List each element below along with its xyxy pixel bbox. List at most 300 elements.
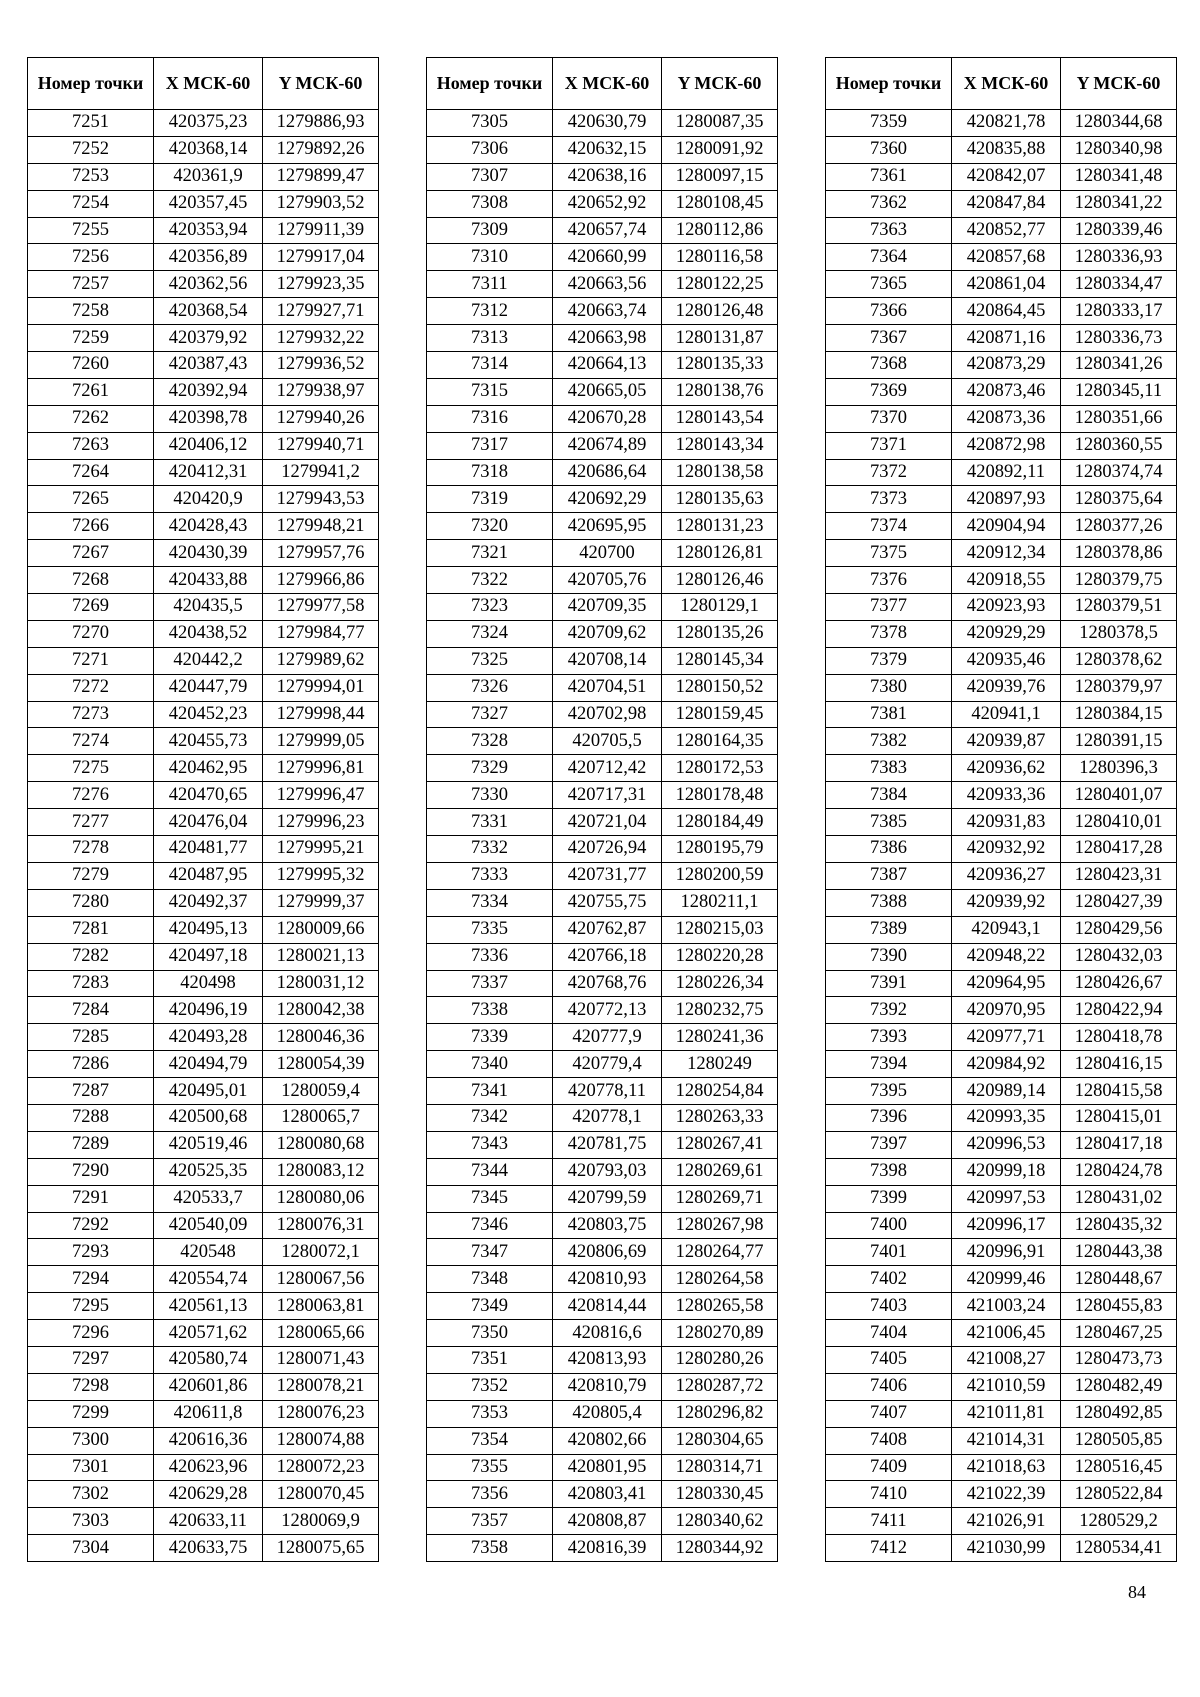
cell-x-coordinate: 420932,92	[952, 836, 1061, 863]
cell-x-coordinate: 420629,28	[154, 1481, 263, 1508]
table-row	[826, 1293, 1177, 1320]
cell-point-number: 7391	[826, 970, 952, 997]
cell-x-coordinate: 420695,95	[553, 513, 662, 540]
cell-y-coordinate: 1280415,01	[1061, 1104, 1177, 1131]
cell-x-coordinate: 420674,89	[553, 432, 662, 459]
table-row	[826, 163, 1177, 190]
cell-x-coordinate: 420470,65	[154, 782, 263, 809]
cell-point-number: 7288	[28, 1104, 154, 1131]
cell-point-number: 7267	[28, 540, 154, 567]
table-row	[826, 1535, 1177, 1562]
cell-point-number: 7355	[427, 1454, 553, 1481]
table-header-row	[427, 58, 778, 110]
cell-y-coordinate: 1280070,45	[263, 1481, 379, 1508]
cell-point-number: 7354	[427, 1427, 553, 1454]
cell-point-number: 7368	[826, 352, 952, 379]
cell-y-coordinate: 1280443,38	[1061, 1239, 1177, 1266]
cell-x-coordinate: 420379,92	[154, 325, 263, 352]
cell-x-coordinate: 420904,94	[952, 513, 1061, 540]
cell-x-coordinate: 421022,39	[952, 1481, 1061, 1508]
table-row	[28, 674, 379, 701]
table-row	[427, 1239, 778, 1266]
cell-x-coordinate: 420686,64	[553, 459, 662, 486]
cell-point-number: 7252	[28, 136, 154, 163]
cell-x-coordinate: 420519,46	[154, 1131, 263, 1158]
cell-y-coordinate: 1280336,73	[1061, 325, 1177, 352]
cell-point-number: 7295	[28, 1293, 154, 1320]
table-row	[826, 836, 1177, 863]
table-row	[28, 1051, 379, 1078]
table-body	[826, 110, 1177, 1562]
table-row	[427, 271, 778, 298]
table-row	[427, 1158, 778, 1185]
cell-x-coordinate: 420476,04	[154, 809, 263, 836]
table-row	[28, 701, 379, 728]
cell-point-number: 7276	[28, 782, 154, 809]
table-row	[28, 298, 379, 325]
cell-x-coordinate: 420692,29	[553, 486, 662, 513]
table-row	[826, 1481, 1177, 1508]
cell-x-coordinate: 420702,98	[553, 701, 662, 728]
cell-y-coordinate: 1279940,26	[263, 405, 379, 432]
cell-point-number: 7394	[826, 1051, 952, 1078]
table-row	[427, 405, 778, 432]
table-row	[427, 916, 778, 943]
table-row	[427, 1266, 778, 1293]
table-row	[826, 298, 1177, 325]
table-row	[826, 1158, 1177, 1185]
table-row	[826, 217, 1177, 244]
cell-point-number: 7262	[28, 405, 154, 432]
cell-y-coordinate: 1280071,43	[263, 1346, 379, 1373]
table-row	[28, 432, 379, 459]
table-row	[826, 1508, 1177, 1535]
cell-point-number: 7352	[427, 1373, 553, 1400]
cell-x-coordinate: 421003,24	[952, 1293, 1061, 1320]
table-row	[427, 217, 778, 244]
cell-y-coordinate: 1280131,87	[662, 325, 778, 352]
table-row	[427, 701, 778, 728]
cell-point-number: 7296	[28, 1320, 154, 1347]
cell-point-number: 7284	[28, 997, 154, 1024]
cell-x-coordinate: 420705,5	[553, 728, 662, 755]
cell-y-coordinate: 1280031,12	[263, 970, 379, 997]
table-row	[28, 1373, 379, 1400]
cell-x-coordinate: 420806,69	[553, 1239, 662, 1266]
cell-y-coordinate: 1279996,81	[263, 755, 379, 782]
cell-y-coordinate: 1280135,63	[662, 486, 778, 513]
table-row	[427, 163, 778, 190]
table-row	[28, 836, 379, 863]
cell-point-number: 7409	[826, 1454, 952, 1481]
cell-y-coordinate: 1280401,07	[1061, 782, 1177, 809]
cell-y-coordinate: 1280379,51	[1061, 594, 1177, 621]
cell-point-number: 7292	[28, 1212, 154, 1239]
table-row	[826, 1051, 1177, 1078]
cell-point-number: 7390	[826, 943, 952, 970]
cell-x-coordinate: 420762,87	[553, 916, 662, 943]
cell-x-coordinate: 420871,16	[952, 325, 1061, 352]
table-row	[28, 1535, 379, 1562]
cell-y-coordinate: 1279999,37	[263, 889, 379, 916]
table-row	[28, 486, 379, 513]
cell-y-coordinate: 1280529,2	[1061, 1508, 1177, 1535]
cell-x-coordinate: 420779,4	[553, 1051, 662, 1078]
cell-point-number: 7393	[826, 1024, 952, 1051]
table-row	[28, 1212, 379, 1239]
cell-y-coordinate: 1280143,54	[662, 405, 778, 432]
cell-point-number: 7330	[427, 782, 553, 809]
cell-x-coordinate: 420705,76	[553, 567, 662, 594]
cell-x-coordinate: 420816,6	[553, 1320, 662, 1347]
cell-y-coordinate: 1279994,01	[263, 674, 379, 701]
cell-y-coordinate: 1280270,89	[662, 1320, 778, 1347]
table-row	[28, 271, 379, 298]
cell-y-coordinate: 1279936,52	[263, 352, 379, 379]
cell-y-coordinate: 1280416,15	[1061, 1051, 1177, 1078]
table-row	[826, 271, 1177, 298]
cell-y-coordinate: 1279957,76	[263, 540, 379, 567]
cell-x-coordinate: 420623,96	[154, 1454, 263, 1481]
cell-point-number: 7318	[427, 459, 553, 486]
cell-point-number: 7408	[826, 1427, 952, 1454]
cell-point-number: 7335	[427, 916, 553, 943]
cell-point-number: 7356	[427, 1481, 553, 1508]
table-row	[28, 110, 379, 137]
cell-x-coordinate: 420977,71	[952, 1024, 1061, 1051]
cell-y-coordinate: 1280418,78	[1061, 1024, 1177, 1051]
cell-point-number: 7291	[28, 1185, 154, 1212]
cell-y-coordinate: 1280455,83	[1061, 1293, 1177, 1320]
cell-point-number: 7328	[427, 728, 553, 755]
cell-point-number: 7351	[427, 1346, 553, 1373]
cell-y-coordinate: 1280097,15	[662, 163, 778, 190]
cell-x-coordinate: 420996,91	[952, 1239, 1061, 1266]
cell-point-number: 7329	[427, 755, 553, 782]
cell-x-coordinate: 420996,17	[952, 1212, 1061, 1239]
table-row	[28, 405, 379, 432]
table-row	[826, 1131, 1177, 1158]
table-row	[28, 1293, 379, 1320]
cell-y-coordinate: 1280344,68	[1061, 110, 1177, 137]
cell-y-coordinate: 1280330,45	[662, 1481, 778, 1508]
cell-x-coordinate: 420525,35	[154, 1158, 263, 1185]
cell-point-number: 7364	[826, 244, 952, 271]
table-row	[427, 1481, 778, 1508]
cell-point-number: 7343	[427, 1131, 553, 1158]
cell-y-coordinate: 1280304,65	[662, 1427, 778, 1454]
cell-point-number: 7400	[826, 1212, 952, 1239]
cell-x-coordinate: 420873,36	[952, 405, 1061, 432]
cell-y-coordinate: 1279941,2	[263, 459, 379, 486]
table-header-row	[826, 58, 1177, 110]
cell-x-coordinate: 420498	[154, 970, 263, 997]
cell-point-number: 7353	[427, 1400, 553, 1427]
cell-y-coordinate: 1280314,71	[662, 1454, 778, 1481]
cell-y-coordinate: 1279932,22	[263, 325, 379, 352]
cell-y-coordinate: 1280467,25	[1061, 1320, 1177, 1347]
cell-y-coordinate: 1280126,48	[662, 298, 778, 325]
cell-y-coordinate: 1280492,85	[1061, 1400, 1177, 1427]
cell-x-coordinate: 421006,45	[952, 1320, 1061, 1347]
cell-y-coordinate: 1280072,1	[263, 1239, 379, 1266]
cell-x-coordinate: 420939,87	[952, 728, 1061, 755]
cell-x-coordinate: 420412,31	[154, 459, 263, 486]
cell-point-number: 7366	[826, 298, 952, 325]
cell-point-number: 7331	[427, 809, 553, 836]
cell-x-coordinate: 420362,56	[154, 271, 263, 298]
cell-x-coordinate: 420777,9	[553, 1024, 662, 1051]
table-row	[826, 1454, 1177, 1481]
table-row	[427, 1427, 778, 1454]
cell-x-coordinate: 420808,87	[553, 1508, 662, 1535]
cell-y-coordinate: 1279966,86	[263, 567, 379, 594]
cell-x-coordinate: 420580,74	[154, 1346, 263, 1373]
cell-y-coordinate: 1279995,32	[263, 862, 379, 889]
cell-x-coordinate: 420802,66	[553, 1427, 662, 1454]
cell-x-coordinate: 420611,8	[154, 1400, 263, 1427]
header-point-number: Номер точки	[826, 58, 952, 110]
table-row	[427, 1212, 778, 1239]
cell-point-number: 7338	[427, 997, 553, 1024]
cell-x-coordinate: 420842,07	[952, 163, 1061, 190]
cell-x-coordinate: 420633,11	[154, 1508, 263, 1535]
table-row	[427, 1535, 778, 1562]
cell-point-number: 7333	[427, 862, 553, 889]
cell-point-number: 7257	[28, 271, 154, 298]
cell-point-number: 7412	[826, 1535, 952, 1562]
table-row	[826, 1266, 1177, 1293]
cell-x-coordinate: 421011,81	[952, 1400, 1061, 1427]
cell-x-coordinate: 420481,77	[154, 836, 263, 863]
table-row	[826, 1373, 1177, 1400]
table-row	[826, 1024, 1177, 1051]
cell-x-coordinate: 420548	[154, 1239, 263, 1266]
table-row	[427, 970, 778, 997]
cell-x-coordinate: 420493,28	[154, 1024, 263, 1051]
cell-point-number: 7383	[826, 755, 952, 782]
cell-y-coordinate: 1280241,36	[662, 1024, 778, 1051]
table-row	[427, 1051, 778, 1078]
cell-y-coordinate: 1280054,39	[263, 1051, 379, 1078]
table-row	[427, 513, 778, 540]
cell-point-number: 7374	[826, 513, 952, 540]
cell-x-coordinate: 420708,14	[553, 647, 662, 674]
cell-y-coordinate: 1280427,39	[1061, 889, 1177, 916]
table-row	[28, 378, 379, 405]
table-row	[826, 1185, 1177, 1212]
table-row	[427, 325, 778, 352]
cell-point-number: 7380	[826, 674, 952, 701]
cell-y-coordinate: 1280131,23	[662, 513, 778, 540]
cell-y-coordinate: 1279886,93	[263, 110, 379, 137]
cell-point-number: 7401	[826, 1239, 952, 1266]
cell-y-coordinate: 1280379,75	[1061, 567, 1177, 594]
table-row	[826, 244, 1177, 271]
cell-point-number: 7367	[826, 325, 952, 352]
cell-y-coordinate: 1280360,55	[1061, 432, 1177, 459]
cell-point-number: 7360	[826, 136, 952, 163]
cell-y-coordinate: 1280287,72	[662, 1373, 778, 1400]
cell-x-coordinate: 420406,12	[154, 432, 263, 459]
cell-y-coordinate: 1280422,94	[1061, 997, 1177, 1024]
table-row	[427, 674, 778, 701]
table-row	[28, 755, 379, 782]
cell-x-coordinate: 420803,75	[553, 1212, 662, 1239]
cell-point-number: 7308	[427, 190, 553, 217]
cell-point-number: 7283	[28, 970, 154, 997]
table-row	[427, 997, 778, 1024]
cell-point-number: 7261	[28, 378, 154, 405]
cell-y-coordinate: 1280172,53	[662, 755, 778, 782]
table-row	[427, 620, 778, 647]
table-row	[28, 1346, 379, 1373]
table-row	[427, 244, 778, 271]
cell-y-coordinate: 1280075,65	[263, 1535, 379, 1562]
table-row	[427, 782, 778, 809]
cell-point-number: 7377	[826, 594, 952, 621]
cell-y-coordinate: 1280417,28	[1061, 836, 1177, 863]
cell-y-coordinate: 1280116,58	[662, 244, 778, 271]
cell-point-number: 7310	[427, 244, 553, 271]
cell-x-coordinate: 420447,79	[154, 674, 263, 701]
cell-y-coordinate: 1280074,88	[263, 1427, 379, 1454]
cell-point-number: 7320	[427, 513, 553, 540]
cell-point-number: 7305	[427, 110, 553, 137]
cell-y-coordinate: 1280067,56	[263, 1266, 379, 1293]
cell-y-coordinate: 1280296,82	[662, 1400, 778, 1427]
cell-y-coordinate: 1280072,23	[263, 1454, 379, 1481]
cell-x-coordinate: 420984,92	[952, 1051, 1061, 1078]
cell-x-coordinate: 421018,63	[952, 1454, 1061, 1481]
table-row	[427, 1131, 778, 1158]
cell-point-number: 7294	[28, 1266, 154, 1293]
table-row	[28, 1078, 379, 1105]
table-row	[826, 136, 1177, 163]
cell-point-number: 7362	[826, 190, 952, 217]
cell-point-number: 7395	[826, 1078, 952, 1105]
cell-point-number: 7258	[28, 298, 154, 325]
cell-x-coordinate: 420700	[553, 540, 662, 567]
cell-point-number: 7309	[427, 217, 553, 244]
cell-y-coordinate: 1280143,34	[662, 432, 778, 459]
table-row	[28, 1158, 379, 1185]
table-row	[427, 459, 778, 486]
table-row	[28, 1400, 379, 1427]
cell-y-coordinate: 1280431,02	[1061, 1185, 1177, 1212]
cell-x-coordinate: 420630,79	[553, 110, 662, 137]
table-row	[826, 1427, 1177, 1454]
cell-x-coordinate: 420638,16	[553, 163, 662, 190]
cell-point-number: 7332	[427, 836, 553, 863]
table-row	[427, 647, 778, 674]
table-row	[28, 916, 379, 943]
cell-x-coordinate: 420368,14	[154, 136, 263, 163]
cell-x-coordinate: 420496,19	[154, 997, 263, 1024]
header-y-msk60: Y МСК-60	[1061, 58, 1177, 110]
table-row	[826, 970, 1177, 997]
cell-point-number: 7407	[826, 1400, 952, 1427]
cell-point-number: 7375	[826, 540, 952, 567]
table-row	[28, 190, 379, 217]
cell-point-number: 7293	[28, 1239, 154, 1266]
cell-y-coordinate: 1280429,56	[1061, 916, 1177, 943]
cell-y-coordinate: 1280178,48	[662, 782, 778, 809]
cell-point-number: 7256	[28, 244, 154, 271]
cell-y-coordinate: 1280448,67	[1061, 1266, 1177, 1293]
table-row	[28, 1104, 379, 1131]
table-row	[427, 836, 778, 863]
cell-point-number: 7372	[826, 459, 952, 486]
table-row	[427, 352, 778, 379]
page-number: 84	[1128, 1582, 1146, 1602]
cell-y-coordinate: 1279938,97	[263, 378, 379, 405]
cell-x-coordinate: 420368,54	[154, 298, 263, 325]
cell-point-number: 7376	[826, 567, 952, 594]
table-row	[28, 809, 379, 836]
cell-point-number: 7319	[427, 486, 553, 513]
cell-x-coordinate: 420781,75	[553, 1131, 662, 1158]
cell-x-coordinate: 420487,95	[154, 862, 263, 889]
cell-point-number: 7259	[28, 325, 154, 352]
cell-y-coordinate: 1279996,23	[263, 809, 379, 836]
cell-x-coordinate: 420847,84	[952, 190, 1061, 217]
cell-x-coordinate: 420420,9	[154, 486, 263, 513]
table-row	[427, 1078, 778, 1105]
table-row	[427, 943, 778, 970]
cell-x-coordinate: 420872,98	[952, 432, 1061, 459]
cell-y-coordinate: 1280333,17	[1061, 298, 1177, 325]
cell-x-coordinate: 420452,23	[154, 701, 263, 728]
cell-point-number: 7265	[28, 486, 154, 513]
table-row	[28, 1427, 379, 1454]
cell-point-number: 7313	[427, 325, 553, 352]
cell-y-coordinate: 1279917,04	[263, 244, 379, 271]
table-row	[826, 432, 1177, 459]
cell-y-coordinate: 1280426,67	[1061, 970, 1177, 997]
cell-x-coordinate: 420495,13	[154, 916, 263, 943]
table-row	[28, 997, 379, 1024]
cell-x-coordinate: 420438,52	[154, 620, 263, 647]
cell-x-coordinate: 420778,1	[553, 1104, 662, 1131]
cell-x-coordinate: 420993,35	[952, 1104, 1061, 1131]
cell-point-number: 7307	[427, 163, 553, 190]
cell-x-coordinate: 420755,75	[553, 889, 662, 916]
cell-x-coordinate: 420375,23	[154, 110, 263, 137]
table-row	[28, 1266, 379, 1293]
table-row	[28, 620, 379, 647]
cell-point-number: 7381	[826, 701, 952, 728]
table-row	[427, 594, 778, 621]
cell-x-coordinate: 420561,13	[154, 1293, 263, 1320]
table-row	[826, 1239, 1177, 1266]
cell-x-coordinate: 420435,5	[154, 594, 263, 621]
cell-x-coordinate: 420931,83	[952, 809, 1061, 836]
table-row	[826, 809, 1177, 836]
table-row	[28, 889, 379, 916]
cell-point-number: 7274	[28, 728, 154, 755]
cell-point-number: 7277	[28, 809, 154, 836]
table-row	[28, 217, 379, 244]
cell-y-coordinate: 1280145,34	[662, 647, 778, 674]
cell-x-coordinate: 420433,88	[154, 567, 263, 594]
cell-x-coordinate: 420361,9	[154, 163, 263, 190]
cell-x-coordinate: 420554,74	[154, 1266, 263, 1293]
cell-x-coordinate: 420726,94	[553, 836, 662, 863]
cell-x-coordinate: 420793,03	[553, 1158, 662, 1185]
table-row	[826, 378, 1177, 405]
cell-y-coordinate: 1280280,26	[662, 1346, 778, 1373]
